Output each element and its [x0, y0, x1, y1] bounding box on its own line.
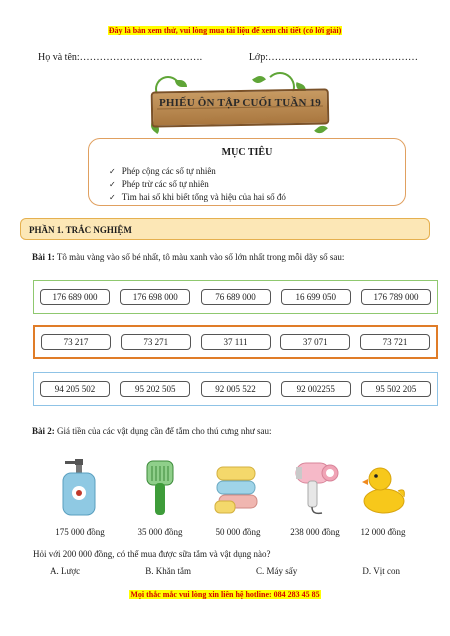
- number-box[interactable]: 37 111: [201, 334, 271, 350]
- goals-list: [109, 165, 286, 204]
- question-1: [32, 252, 344, 262]
- answer-choices: [50, 566, 400, 576]
- part-1-header: PHẦN 1. TRẮC NGHIỆM: [20, 218, 430, 240]
- choice-b[interactable]: B. Khăn tắm: [145, 566, 191, 576]
- contact-footer: Mọi thắc mắc vui lòng xin liên hệ hotline: 084 283 45 85: [130, 590, 320, 599]
- price-towels: 50 000 đồng: [215, 527, 261, 537]
- number-box[interactable]: 73 721: [360, 334, 430, 350]
- number-box[interactable]: 16 699 050: [281, 289, 351, 305]
- preview-banner: Đây là bản xem thử, vui lòng mua tài liệu để xem chi tiết (có lời giải): [108, 26, 342, 35]
- question-2-prompt: Hỏi với 200 000 đồng, có thể mua được sữa tắm và vật dụng nào?: [33, 549, 271, 559]
- number-box[interactable]: 176 789 000: [361, 289, 431, 305]
- number-box[interactable]: 73 217: [41, 334, 111, 350]
- number-box[interactable]: 95 202 505: [120, 381, 190, 397]
- price-comb: 35 000 đồng: [137, 527, 183, 537]
- choice-c[interactable]: C. Máy sấy: [256, 566, 298, 576]
- hair-dryer-icon: [290, 457, 340, 517]
- number-box[interactable]: 94 205 502: [40, 381, 110, 397]
- number-box[interactable]: 176 689 000: [40, 289, 110, 305]
- student-info: [38, 52, 418, 63]
- question-2-text: Giá tiền của các vật dụng cần để tắm cho thú cưng như sau:: [57, 426, 272, 436]
- number-box[interactable]: 76 689 000: [201, 289, 271, 305]
- question-2-label: Bài 2:: [32, 426, 55, 436]
- number-box[interactable]: 95 502 205: [361, 381, 431, 397]
- number-box[interactable]: 92 005 522: [201, 381, 271, 397]
- number-box[interactable]: 73 271: [121, 334, 191, 350]
- title-sign: [145, 74, 335, 144]
- choice-a[interactable]: A. Lược: [50, 566, 81, 576]
- sheet-title: PHIẾU ÔN TẬP CUỐI TUẦN 19: [159, 97, 321, 109]
- question-1-label: Bài 1:: [32, 252, 55, 262]
- number-box[interactable]: 37 071: [280, 334, 350, 350]
- goals-title: MỤC TIÊU: [221, 147, 273, 158]
- goal-item: ✓ Tìm hai số khi biết tổng và hiệu của hai số đó: [109, 191, 286, 204]
- number-row-2: [33, 325, 438, 359]
- goal-item: ✓ Phép trừ các số tự nhiên: [109, 178, 286, 191]
- leaf-icon: [252, 73, 266, 85]
- towels-icon: [213, 457, 263, 517]
- number-row-3: [33, 372, 438, 406]
- goal-item: ✓ Phép cộng các số tự nhiên: [109, 165, 286, 178]
- rubber-duck-icon: [358, 457, 408, 517]
- goals-box: [88, 138, 406, 206]
- question-1-text: Tô màu vàng vào số bé nhất, tô màu xanh vào số lớn nhất trong mỗi dãy số sau:: [56, 252, 345, 262]
- question-2: [32, 426, 271, 436]
- name-field[interactable]: Họ và tên:……………………………….: [38, 52, 203, 63]
- number-row-1: [33, 280, 438, 314]
- choice-d[interactable]: D. Vịt con: [362, 566, 400, 576]
- price-rubber-duck: 12 000 đồng: [360, 527, 406, 537]
- price-shampoo: 175 000 đồng: [55, 527, 105, 537]
- number-box[interactable]: 176 698 000: [120, 289, 190, 305]
- number-box[interactable]: 92 002255: [281, 381, 351, 397]
- comb-icon: [135, 457, 185, 517]
- shampoo-bottle-icon: [55, 457, 105, 517]
- leaf-icon: [314, 123, 328, 136]
- price-hair-dryer: 238 000 đồng: [290, 527, 340, 537]
- class-field[interactable]: Lớp:………………………………………: [248, 52, 418, 63]
